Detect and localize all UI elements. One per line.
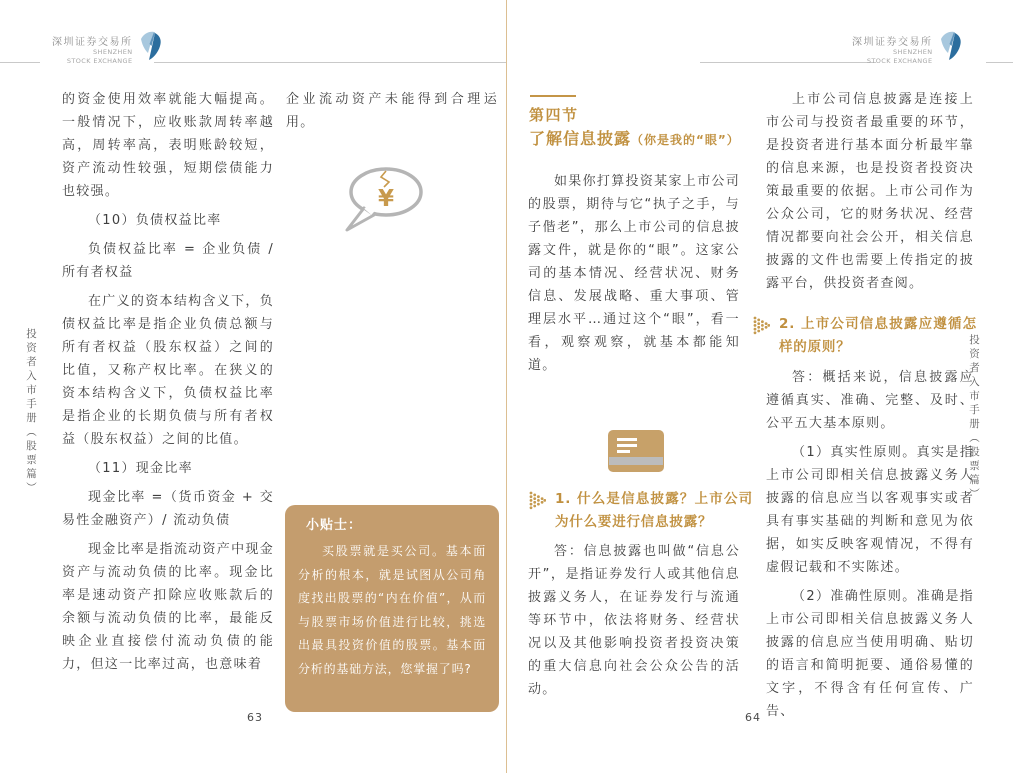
principle-paragraph: （2）准确性原则。准确是指上市公司即相关信息披露义务人披露的信息应当使用明确、贴切的语言和简明扼要、通俗易懂的文字，不得含有任何宣传、广告、 xyxy=(766,589,974,719)
header-rule-left-inner xyxy=(154,62,506,63)
sze-logo-cn: 深圳证券交易所 xyxy=(852,37,933,48)
sidebar-caption-left: 投资者入市手册（股票篇） xyxy=(25,328,37,496)
question-2-heading xyxy=(753,313,993,359)
section-label: 第四节 xyxy=(529,106,579,124)
paragraph: 在广义的资本结构含义下，负债权益比率是指企业负债总额与所有者权益（股东权益）之间的比值，又称产权比率。在狭义的资本结构含义下，负债权益比率是指企业的长期负债与所有者权益（股东权益）之间的比值。 xyxy=(62,294,274,447)
question-1-answer-block xyxy=(528,540,740,707)
sze-logo-en2: STOCK EXCHANGE xyxy=(866,56,933,65)
paragraph: 现金比率是指流动资产中现金资产与流动负债的比率。现金比率是速动资产扣除应收账款后的余额与流动负债的比率，最能反映企业直接偿付流动负债的能力，但这一比率过高，也意味着 xyxy=(62,542,274,672)
sze-logo-en1: SHENZHEN xyxy=(93,48,133,56)
paragraph: 企业流动资产未能得到合理运用。 xyxy=(286,92,498,130)
formula-debt-equity: 负债权益比率 = 企业负债 / 所有者权益 xyxy=(62,242,274,280)
header-rule-left-outer xyxy=(0,62,40,63)
question-1-heading xyxy=(529,488,757,534)
yen-symbol: ¥ xyxy=(377,186,395,212)
sze-logo-text xyxy=(852,33,933,66)
sze-logo-right xyxy=(852,33,963,66)
question-1-title: 1. 什么是信息披露？上市公司为什么要进行信息披露？ xyxy=(555,491,753,530)
tip-box-title: 小贴士： xyxy=(306,518,363,533)
subheading-debt-equity-ratio: （10）负债权益比率 xyxy=(88,213,222,228)
sze-logo-en1: SHENZHEN xyxy=(893,48,933,56)
paragraph: 上市公司信息披露是连接上市公司与投资者最重要的环节，是投资者进行基本面分析最牢靠的信息来源，也是投资者投资决策最重要的依据。上市公司作为公众公司，它的财务状况、经营情况都要向社会公开，相关信息披露的文件也需要上传指定的披露平台，供投资者查阅。 xyxy=(766,92,974,291)
page-divider xyxy=(506,0,507,773)
speech-bubble-yen-icon xyxy=(340,164,426,238)
subheading-cash-ratio: （11）现金比率 xyxy=(88,461,193,476)
sze-ribbon-icon xyxy=(937,30,963,62)
question-2-title: 2. 上市公司信息披露应遵循怎样的原则？ xyxy=(779,316,977,355)
sze-ribbon-icon xyxy=(137,30,163,62)
sze-logo-cn: 深圳证券交易所 xyxy=(52,37,133,48)
sidebar-caption-right: 投资者入市手册（股票篇） xyxy=(968,334,980,502)
header-rule-right-outer xyxy=(986,62,1013,63)
paragraph: 的资金使用效率就能大幅提高。一般情况下，应收账款周转率越高，周转率高，表明账龄较短，资产流动性较强，短期偿债能力也较强。 xyxy=(62,92,274,199)
sze-logo-text xyxy=(52,33,133,66)
dotted-chevron-icon xyxy=(529,491,546,510)
sze-logo-en2: STOCK EXCHANGE xyxy=(66,56,133,65)
formula-cash-ratio: 现金比率 =（货币资金 + 交易性金融资产）/ 流动负债 xyxy=(62,490,274,528)
section-title-text: 了解信息披露 xyxy=(529,129,632,148)
right-page-column-2 xyxy=(766,88,974,301)
sze-logo-left xyxy=(52,33,163,66)
paragraph: 如果你打算投资某家上市公司的股票，期待与它“执子之手，与子偕老”，那么上市公司的信息披露文件，就是你的“眼”。这家公司的基本情况、经营状况、财务信息、发展战略、重大事项、管理层水平…通过这个“眼”，看一看，观察观察，就基本都能知道。 xyxy=(528,174,740,373)
left-page-column-1 xyxy=(62,88,274,682)
section-subtitle: （你是我的“眼”） xyxy=(631,133,740,147)
disclosure-card-icon xyxy=(608,430,664,472)
header-rule-right-inner xyxy=(700,62,876,63)
right-page-column-1 xyxy=(528,170,740,383)
page-number-64: 64 xyxy=(745,711,761,724)
left-page-column-2 xyxy=(286,88,498,140)
dotted-chevron-icon xyxy=(753,316,770,335)
section-accent-line xyxy=(530,95,576,97)
answer-paragraph: 答：概括来说，信息披露应遵循真实、准确、完整、及时、公平五大基本原则。 xyxy=(766,370,974,431)
page-number-63: 63 xyxy=(247,711,263,724)
tip-box xyxy=(285,505,499,712)
section-title xyxy=(529,126,740,149)
principle-paragraph: （1）真实性原则。真实是指上市公司即相关信息披露义务人披露的信息应当以客观事实或者具有事实基础的判断和意见为依据，如实反映客观情况，不得有虚假记载和不实陈述。 xyxy=(766,445,974,575)
question-2-answer-block xyxy=(766,366,974,729)
answer-paragraph: 答：信息披露也叫做“信息公开”，是指证券发行人或其他信息披露义务人，在证券发行与流通等环节中，依法将财务、经营状况以及其他影响投资者投资决策的重大信息向社会公众公告的活动。 xyxy=(528,544,740,697)
tip-box-body: 买股票就是买公司。基本面分析的根本，就是试图从公司角度找出股票的“内在价值”，从而与股票市场价值进行比较，挑选出最具投资价值的股票。基本面分析的基础方法，您掌握了吗? xyxy=(298,544,486,676)
